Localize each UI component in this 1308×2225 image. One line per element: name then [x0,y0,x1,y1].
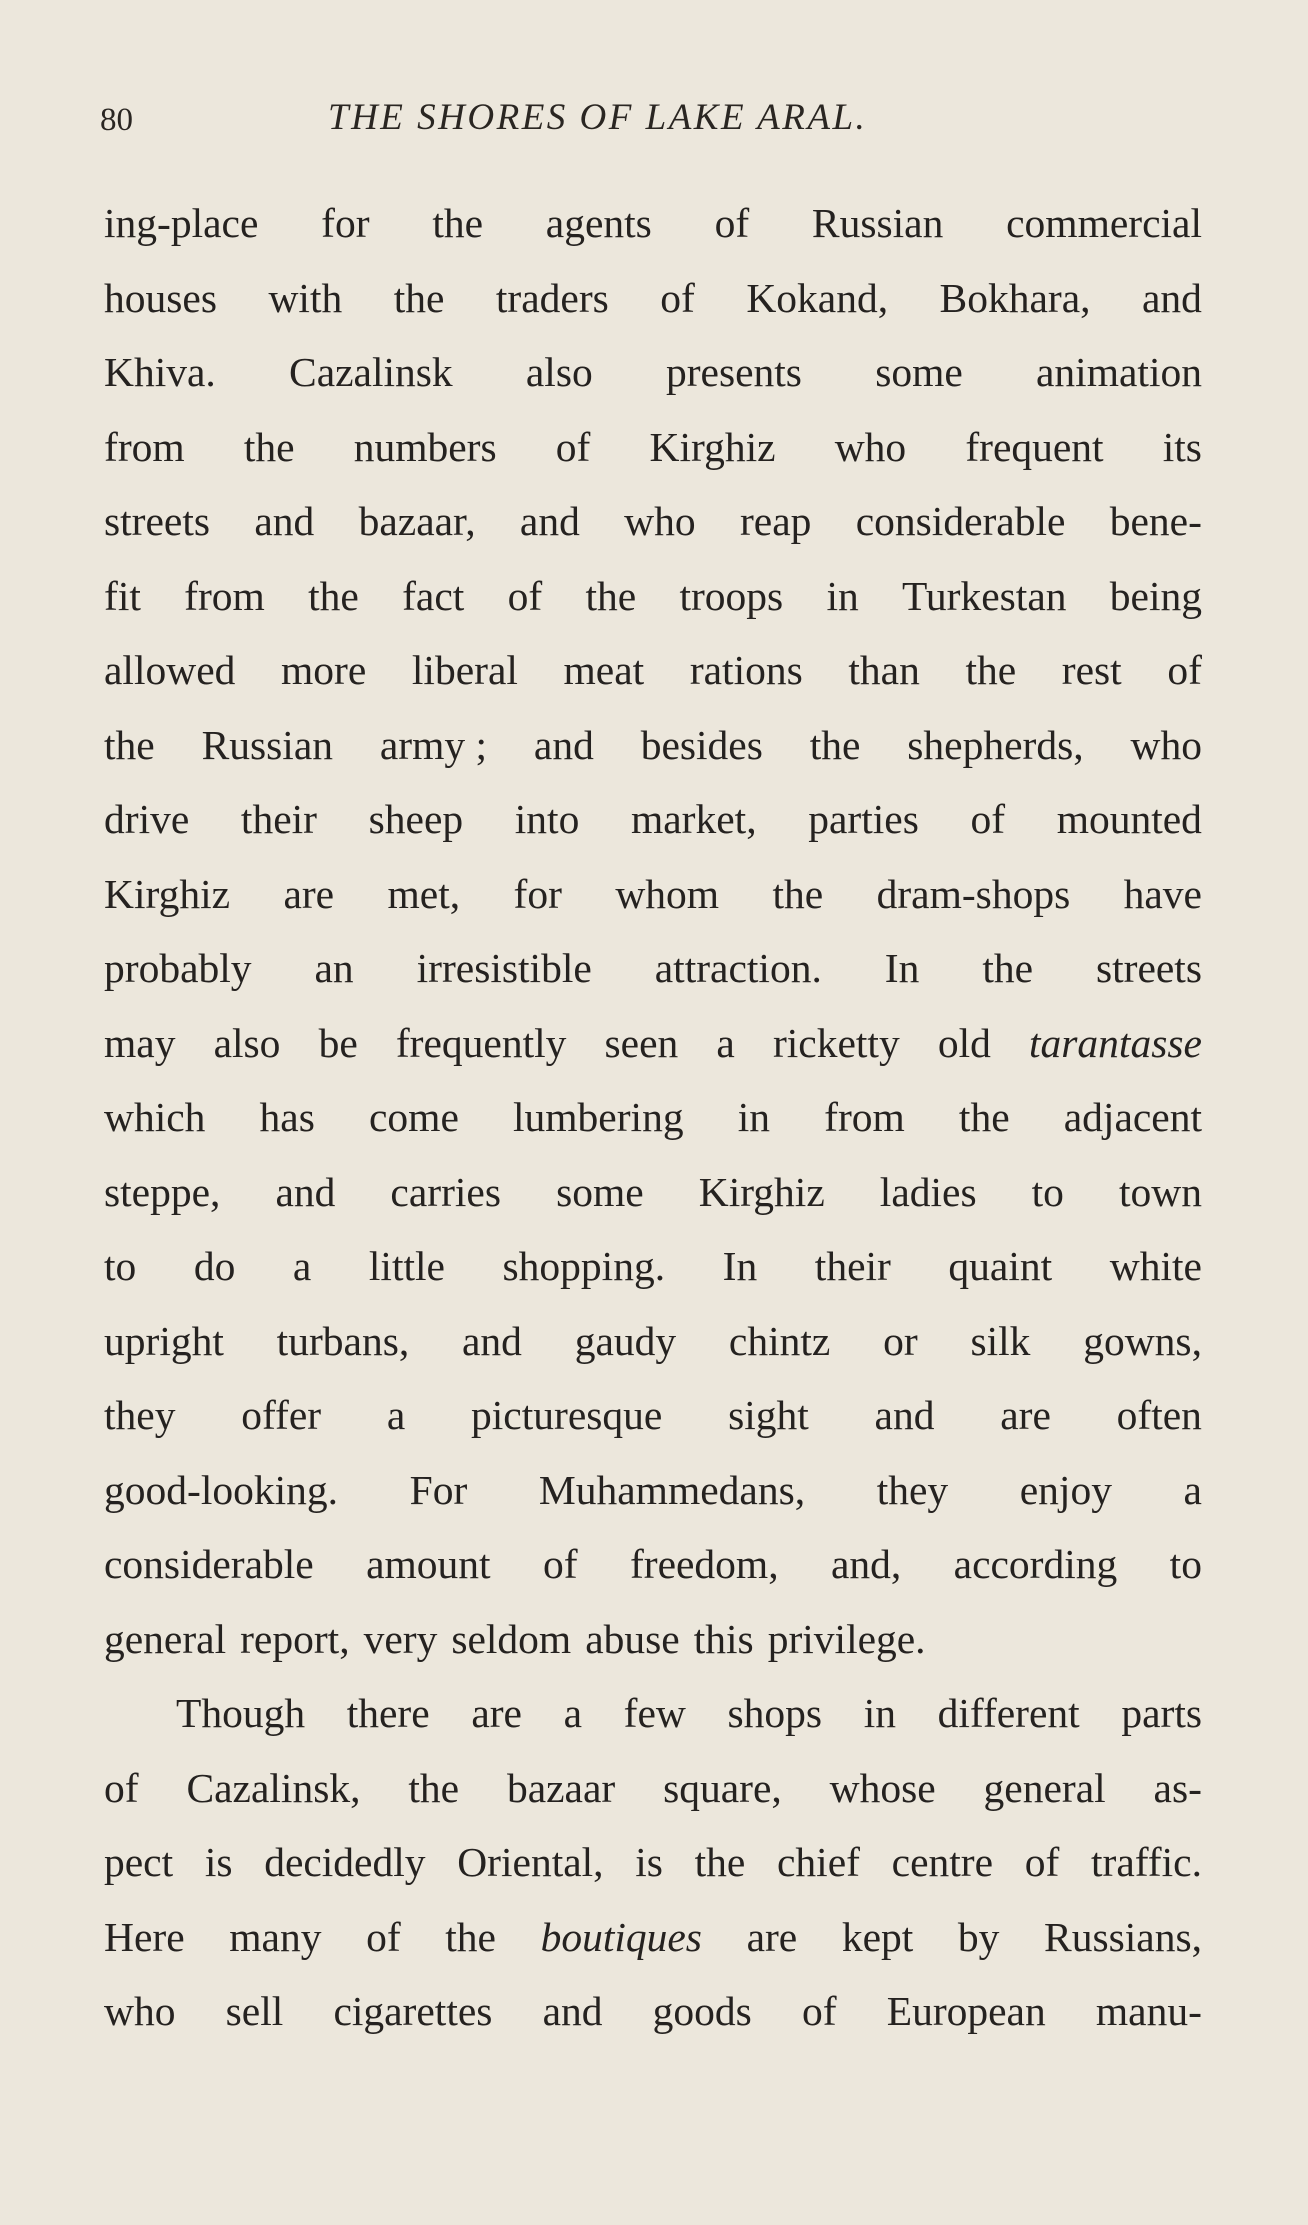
word: and [519,498,580,544]
word: as- [1153,1764,1202,1811]
word: according [953,1541,1118,1587]
running-head [100,92,1208,152]
word: privilege. [767,1615,926,1662]
word: dram-shops [876,870,1071,917]
word: Bokhara, [939,274,1091,321]
text-line [104,261,1202,336]
word: sheep [368,796,464,842]
word: and [462,1317,522,1364]
word: the [243,423,295,470]
word: the [104,721,155,768]
word: gowns, [1083,1317,1202,1364]
text-line [104,1751,1202,1826]
word: and [533,721,594,768]
word: have [1123,870,1202,917]
text-line [104,782,1202,857]
word: their [814,1243,891,1289]
word: is [204,1839,233,1885]
word: market, [630,796,757,842]
word: bene- [1109,498,1202,544]
word: parts [1121,1690,1202,1736]
word: they [104,1392,176,1438]
body-text [104,186,1202,2049]
word: from [104,423,185,470]
word: streets [104,498,211,544]
word: few [623,1690,686,1736]
word: some [556,1168,644,1215]
word: than [848,647,920,693]
page-number: 80 [100,102,133,138]
word: an [314,945,354,991]
text-line [104,1006,1202,1081]
word: mounted [1056,796,1202,842]
word: who [834,423,907,470]
word: the [308,572,359,619]
text-line [104,1378,1202,1453]
word: to [104,1243,137,1289]
word: may [104,1019,176,1066]
word: ricketty [772,1019,900,1066]
word: carries [390,1168,502,1215]
word: steppe, [104,1168,221,1215]
text-line [104,186,1202,261]
word: their [240,796,317,842]
word: centre [891,1839,994,1885]
word: traffic. [1090,1839,1202,1885]
word: good-looking. [104,1466,339,1513]
word: this [693,1615,754,1662]
word: the [965,647,1017,693]
word: frequent [965,423,1104,470]
word: agents [545,200,652,246]
text-line [104,1825,1202,1900]
word: adjacent [1063,1094,1202,1140]
word: and [1141,274,1202,321]
word: goods [652,1988,752,2034]
word: met, [387,870,461,917]
word: streets [1095,945,1202,991]
text-line [104,1229,1202,1304]
word: its [1162,423,1202,470]
word: traders [495,274,609,321]
word: picturesque [471,1392,663,1438]
word: which [104,1094,206,1140]
word: the [408,1764,460,1811]
word: offer [241,1392,322,1438]
word: Cazalinsk [289,349,453,395]
word: who [1130,721,1202,768]
word: rations [689,647,803,693]
word: shepherds, [907,721,1084,768]
word: come [369,1094,459,1140]
word: seldom [451,1615,572,1662]
word: considerable [104,1541,314,1587]
word: are [471,1690,522,1736]
word: decidedly [264,1839,426,1885]
text-line [104,1900,1202,1975]
word: with [268,274,343,321]
word: to [1169,1541,1202,1587]
text-line [104,633,1202,708]
word: different [937,1690,1080,1736]
word: the [445,1913,496,1960]
word: bazaar, [358,498,476,544]
word: Russian [811,200,944,246]
word: also [213,1019,281,1066]
word: seen [604,1019,679,1066]
word: of [542,1541,578,1587]
word: who [624,498,696,544]
word: animation [1036,349,1202,395]
word: of [555,423,591,470]
word: are [746,1913,798,1960]
text-line [104,1527,1202,1602]
word: chintz [728,1317,831,1364]
word: of [801,1988,837,2034]
word: Kokand, [746,274,889,321]
word: gaudy [574,1317,677,1364]
word: besides [640,721,763,768]
word: and [254,498,315,544]
word: Kirghiz [649,423,776,470]
word: who [104,1988,176,2034]
word: kept [841,1913,914,1960]
word: by [957,1913,1000,1960]
word: considerable [855,498,1066,544]
word: and, [830,1541,902,1587]
text-line [104,1676,1202,1751]
text-line [104,484,1202,559]
word: the [432,200,484,246]
text-line [104,410,1202,485]
word: drive [104,796,190,842]
word: fit [104,572,141,619]
word: chief [777,1839,860,1885]
word: fact [402,572,465,619]
word: freedom, [629,1541,779,1587]
word: sight [728,1392,809,1438]
word: In [884,945,920,991]
word: for [321,200,370,246]
word: has [259,1094,315,1140]
word: the [393,274,445,321]
word: square, [663,1764,782,1811]
word: Kirghiz [104,870,231,917]
word: turbans, [276,1317,410,1364]
word: Cazalinsk, [186,1764,361,1811]
word: cigarettes [333,1988,493,2034]
word: whom [615,870,720,917]
word: more [281,647,367,693]
text-line [104,857,1202,932]
word: of [660,274,695,321]
word: liberal [411,647,518,693]
word: be [318,1019,358,1066]
word: Though [176,1690,306,1736]
word: quaint [948,1243,1053,1289]
word: boutiques [540,1913,702,1960]
word: rest [1061,647,1122,693]
word: numbers [353,423,497,470]
word: commercial [1006,200,1202,246]
word: meat [563,647,645,693]
text-line [104,1453,1202,1528]
word: report, [240,1615,350,1662]
word: in [863,1690,896,1736]
word: Kirghiz [698,1168,825,1215]
running-title: THE SHORES OF LAKE ARAL. [328,97,868,138]
word: shopping. [502,1243,666,1289]
word: is [635,1839,663,1885]
text-line [104,931,1202,1006]
text-line [104,1974,1202,2049]
word: frequently [395,1019,567,1066]
word: and [275,1168,336,1215]
word: do [193,1243,236,1289]
word: old [937,1019,991,1066]
word: army ; [379,721,488,768]
word: are [283,870,335,917]
word: from [184,572,265,619]
word: presents [665,349,802,395]
word: abuse [585,1615,680,1662]
word: attraction. [654,945,822,991]
text-line [104,335,1202,410]
word: reap [739,498,812,544]
word: ladies [879,1168,977,1215]
word: a [563,1690,583,1736]
word: amount [366,1541,491,1587]
word: and [542,1988,603,2034]
word: Oriental, [457,1839,604,1885]
word: very [363,1615,438,1662]
word: Russians, [1044,1913,1202,1960]
text-line [104,1080,1202,1155]
word: manu- [1095,1988,1202,2034]
word: In [722,1243,758,1289]
word: there [346,1690,430,1736]
word: often [1116,1392,1202,1438]
word: Khiva. [104,349,216,395]
word: are [1000,1392,1051,1438]
word: pect [104,1839,174,1885]
word: general [104,1615,227,1662]
word: a [1183,1466,1202,1513]
word: probably [104,945,252,991]
word: houses [104,274,217,321]
word: Muhammedans, [538,1466,806,1513]
word: Russian [201,721,333,768]
word: also [525,349,593,395]
word: irresistible [416,945,592,991]
text-line [104,1304,1202,1379]
word: being [1109,572,1202,619]
word: parties [808,796,919,842]
word: of [714,200,750,246]
word: they [876,1466,949,1513]
text-line [104,1602,1202,1677]
word: upright [104,1317,224,1364]
word: or [883,1317,918,1364]
word: shops [727,1690,823,1736]
word: general [983,1764,1106,1811]
word: in [826,572,859,619]
word: lumbering [513,1094,684,1140]
word: little [368,1243,445,1289]
text-line [104,708,1202,783]
word: some [875,349,963,395]
word: sell [225,1988,284,2034]
word: a [292,1243,312,1289]
word: and [874,1392,935,1438]
word: for [513,870,562,917]
word: For [409,1466,468,1513]
word: into [514,796,580,842]
word: of [1167,647,1202,693]
word: European [886,1988,1046,2034]
word: town [1118,1168,1202,1215]
word: tarantasse [1028,1019,1202,1066]
word: of [366,1913,401,1960]
word: white [1109,1243,1202,1289]
text-line [104,559,1202,634]
word: silk [970,1317,1031,1364]
word: Turkestan [902,572,1067,619]
word: the [772,870,824,917]
word: of [507,572,543,619]
word: whose [829,1764,936,1811]
word: troops [679,572,784,619]
word: the [982,945,1034,991]
word: the [694,1839,746,1885]
word: to [1031,1168,1064,1215]
word: of [1024,1839,1060,1885]
word: enjoy [1019,1466,1112,1513]
word: a [716,1019,735,1066]
word: bazaar [506,1764,616,1811]
word: allowed [104,647,236,693]
word: the [958,1094,1010,1140]
text-line [104,1155,1202,1230]
word: of [104,1764,139,1811]
word: many [229,1913,322,1960]
word: in [737,1094,770,1140]
word: a [386,1392,406,1438]
word: the [585,572,637,619]
word: Here [104,1913,185,1960]
word: ing-place [104,200,259,246]
word: of [970,796,1006,842]
word: the [809,721,861,768]
word: from [824,1094,905,1140]
